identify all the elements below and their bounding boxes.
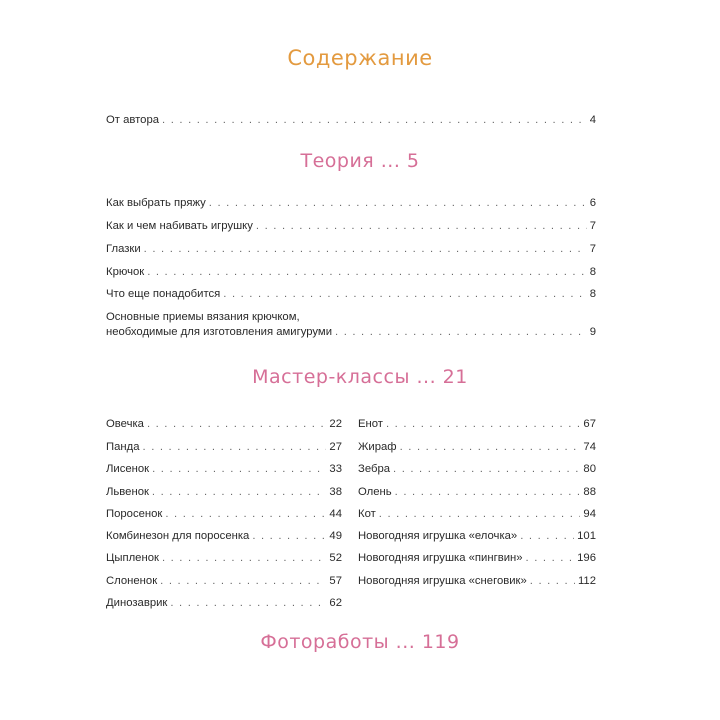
toc-entry-theory-multiline [106, 310, 596, 339]
toc-entry-label: Как выбрать пряжу [106, 197, 206, 209]
dot-leader [152, 485, 327, 499]
toc-entry-master [106, 551, 342, 565]
toc-entry-theory [106, 242, 596, 256]
toc-entry-page: 27 [329, 441, 342, 453]
toc-entry-page: 6 [589, 197, 596, 209]
toc-entry-label: Новогодняя игрушка «снеговик» [358, 575, 527, 587]
toc-entry-label: Глазки [106, 243, 141, 255]
dot-leader [223, 287, 586, 301]
dot-leader [152, 462, 326, 476]
toc-entry-master [358, 485, 596, 499]
toc-entry-page: 101 [577, 530, 596, 542]
toc-entry-master [358, 529, 596, 543]
toc-entry-page: 67 [583, 418, 596, 430]
dot-leader [252, 529, 326, 543]
toc-entry-theory [106, 219, 596, 233]
toc-entry-page: 44 [329, 508, 342, 520]
toc-entry-label: Как и чем набивать игрушку [106, 220, 253, 232]
toc-entry-master [358, 551, 596, 565]
dot-leader [170, 596, 326, 610]
dot-leader [520, 529, 574, 543]
toc-entry-label: Новогодняя игрушка «пингвин» [358, 552, 523, 564]
dot-leader [393, 462, 580, 476]
toc-entry-intro [106, 113, 596, 127]
toc-entry-theory [106, 265, 596, 279]
toc-entry-page: 9 [589, 326, 596, 338]
toc-entry-label: Панда [106, 441, 140, 453]
toc-entry-page: 196 [577, 552, 596, 564]
dot-leader [256, 219, 587, 233]
toc-entry-page: 33 [329, 463, 342, 475]
dot-leader [162, 113, 587, 127]
toc-entry-theory [106, 287, 596, 301]
toc-entry-master [106, 574, 342, 588]
toc-entry-label: Новогодняя игрушка «елочка» [358, 530, 518, 542]
toc-entry-label: Зебра [358, 463, 391, 475]
toc-entry-master [358, 440, 596, 454]
toc-entry-theory [106, 196, 596, 210]
toc-entry-page: 80 [583, 463, 596, 475]
toc-entry-master [106, 462, 342, 476]
toc-entry-page: 112 [577, 575, 596, 587]
toc-entry-page: 7 [589, 220, 596, 232]
toc-entry-page: 8 [589, 266, 596, 278]
toc-entry-master [106, 485, 342, 499]
dot-leader [144, 242, 587, 256]
toc-entry-label: Динозаврик [106, 597, 168, 609]
dot-leader [530, 574, 575, 588]
toc-entry-label: Крючок [106, 266, 145, 278]
contents-title: Содержание [287, 46, 433, 70]
toc-entry-label: Что еще понадобится [106, 288, 221, 300]
toc-entry-page: 88 [583, 486, 596, 498]
toc-entry-label: Енот [358, 418, 383, 430]
toc-entry-master [358, 507, 596, 521]
toc-entry-label: Олень [358, 486, 392, 498]
toc-entry-master [358, 462, 596, 476]
toc-entry-label: Кот [358, 508, 376, 520]
toc-entry-master [106, 596, 342, 610]
toc-entry-page: 52 [329, 552, 342, 564]
toc-entry-label: Комбинезон для поросенка [106, 530, 250, 542]
toc-entry-page: 38 [329, 486, 342, 498]
toc-entry-page: 74 [583, 441, 596, 453]
toc-entry-line2 [106, 325, 596, 339]
toc-entry-label-line2: необходимые для изготовления амигуруми [106, 326, 333, 338]
toc-entry-page: 8 [589, 288, 596, 300]
dot-leader [160, 574, 326, 588]
section-heading-theory: Теория ... 5 [300, 150, 420, 172]
toc-entry-label: Цыпленок [106, 552, 159, 564]
toc-entry-page: 4 [589, 114, 596, 126]
dot-leader [400, 440, 581, 454]
toc-entry-label: Поросенок [106, 508, 163, 520]
toc-entry-page: 7 [589, 243, 596, 255]
dot-leader [526, 551, 575, 565]
dot-leader [147, 417, 326, 431]
section-heading-master-classes: Мастер-классы ... 21 [252, 366, 468, 388]
dot-leader [379, 507, 581, 521]
toc-entry-master [106, 507, 342, 521]
toc-entry-label: Львенок [106, 486, 149, 498]
toc-entry-master [358, 574, 596, 588]
toc-entry-master [106, 529, 342, 543]
toc-entry-master [106, 417, 342, 431]
toc-entry-page: 94 [583, 508, 596, 520]
dot-leader [165, 507, 326, 521]
dot-leader [395, 485, 581, 499]
dot-leader [335, 325, 587, 339]
toc-entry-page: 57 [329, 575, 342, 587]
toc-entry-page: 22 [329, 418, 342, 430]
dot-leader [143, 440, 327, 454]
toc-entry-page: 49 [329, 530, 342, 542]
dot-leader [147, 265, 587, 279]
toc-entry-label: Лисенок [106, 463, 150, 475]
toc-entry-label: Жираф [358, 441, 397, 453]
section-heading-photo-works: Фотоработы ... 119 [260, 631, 460, 653]
toc-entry-master [106, 440, 342, 454]
toc-entry-label: От автора [106, 114, 160, 126]
toc-entry-master [358, 417, 596, 431]
toc-entry-label: Овечка [106, 418, 144, 430]
dot-leader [209, 196, 587, 210]
dot-leader [162, 551, 326, 565]
toc-entry-label-line1: Основные приемы вязания крючком, [106, 311, 300, 323]
toc-entry-page: 62 [329, 597, 342, 609]
dot-leader [386, 417, 580, 431]
toc-entry-label: Слоненок [106, 575, 158, 587]
